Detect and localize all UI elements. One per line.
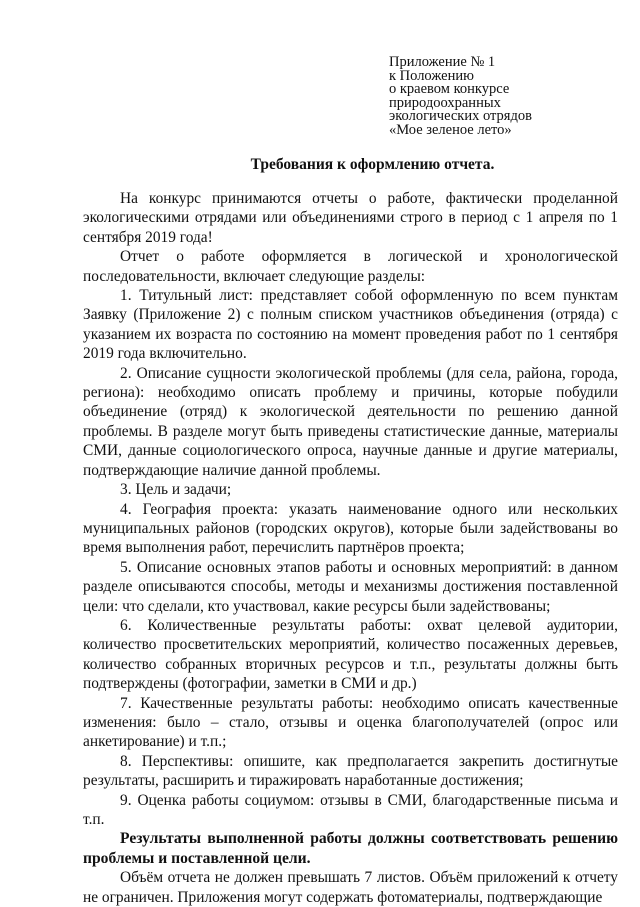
paragraph-item-8: 8. Перспективы: опишите, как предполагается закрепить достигнутые результаты, расширить и тиражировать наработанные достижения;	[83, 752, 618, 790]
appendix-line: «Мое зеленое лето»	[389, 121, 512, 138]
paragraph-volume: Объём отчета не должен превышать 7 листов. Объём приложений к отчету не ограничен. Приложения могут содержать фотоматериалы, подтверждающие	[83, 869, 618, 906]
paragraph-item-4: 4. География проекта: указать наименование одного или нескольких муниципальных районов (городских округов), которые были задействованы во время выполнения работ, перечислить партнёров проекта;	[83, 500, 618, 557]
paragraph-item-9: 9. Оценка работы социумом: отзывы в СМИ, благодарственные письма и т.п.	[83, 791, 618, 828]
paragraph-item-6: 6. Количественные результаты работы: охват целевой аудитории, количество просветительских мероприятий, количество посаженных деревьев, количество собранных вторичных ресурсов и т.п., результаты должны быть подтверждены (фотографии, заметки в СМИ и др.)	[83, 616, 618, 693]
appendix-line: экологических отрядов	[389, 108, 532, 125]
paragraph-intro: На конкурс принимаются отчеты о работе, фактически проделанной экологическими отрядами или объединениями строго в период с 1 апреля по 1 сентября 2019 года!	[83, 190, 618, 246]
document-body	[83, 189, 618, 907]
document-title: Требования к оформлению отчета.	[250, 156, 495, 173]
paragraph-item-5: 5. Описание основных этапов работы и основных мероприятий: в данном разделе описываются способы, методы и механизмы достижения поставленной цели: что сделали, кто участвовал, какие ресурсы были задействованы;	[83, 558, 618, 615]
paragraph-bold-requirement: Результаты выполненной работы должны соответствовать решению проблемы и поставленной цели.	[83, 830, 618, 867]
appendix-line: к Положению	[389, 67, 474, 84]
paragraph-structure: Отчет о работе оформляется в логической и хронологической последовательности, включает следующие разделы:	[83, 248, 618, 285]
paragraph-item-2: 2. Описание сущности экологической проблемы (для села, района, города, региона): необходимо описать проблему и причины, которые побудили объединение (отряд) к экологической деятельности по решению данной проблемы. В разделе могут быть приведены статистические данные, материалы СМИ, данные социологического опроса, научные данные и другие материалы, подтверждающие наличие данной проблемы.	[83, 364, 618, 479]
paragraph-item-3: 3. Цель и задачи;	[120, 481, 232, 499]
paragraph-item-1: 1. Титульный лист: представляет собой оформленную по всем пунктам Заявку (Приложение 2) с полным списком участников объединения (отряда) с указанием их возраста по состоянию на момент проведения работ по 1 сентября 2019 года включительно.	[83, 287, 618, 363]
appendix-note	[389, 56, 532, 138]
appendix-line: Приложение № 1	[389, 54, 496, 70]
paragraph-item-7: 7. Качественные результаты работы: необходимо описать качественные изменения: было – стало, отзывы и оценка благополучателей (опрос или анкетирование) и т.п.;	[83, 694, 618, 751]
appendix-line: природоохранных	[389, 94, 501, 111]
appendix-line: о краевом конкурсе	[389, 81, 510, 98]
